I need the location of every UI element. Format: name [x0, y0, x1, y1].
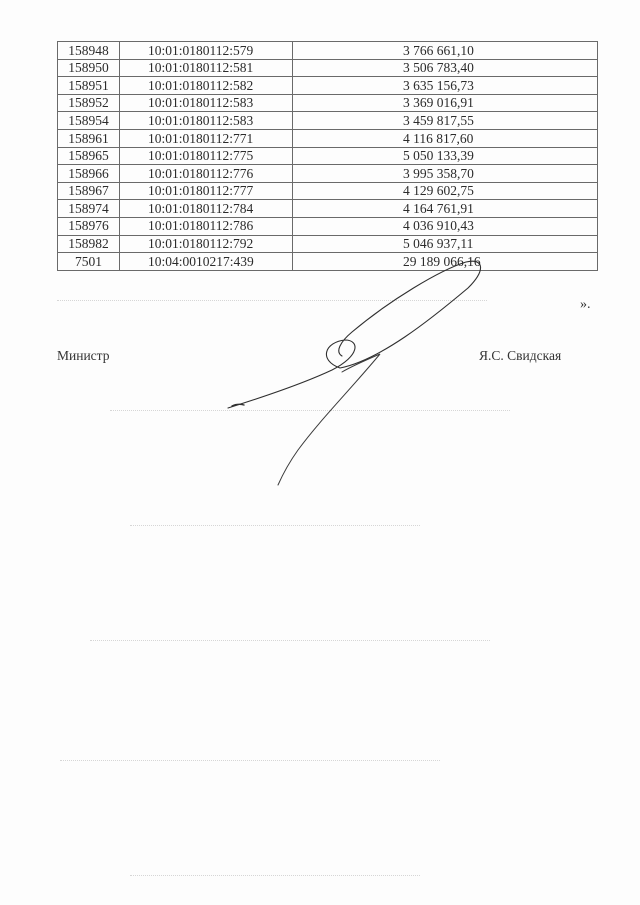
object-number-cell: 7501	[58, 253, 120, 271]
bleed-through-line	[110, 410, 510, 412]
cadastral-number-cell: 10:01:0180112:777	[120, 182, 293, 200]
object-number-cell: 158982	[58, 235, 120, 253]
cadastral-number-cell: 10:01:0180112:581	[120, 59, 293, 77]
object-number-cell: 158954	[58, 112, 120, 130]
object-number-cell: 158961	[58, 129, 120, 147]
cadastral-number-cell: 10:01:0180112:583	[120, 112, 293, 130]
cadastral-number-cell: 10:01:0180112:582	[120, 77, 293, 95]
bleed-through-line	[130, 525, 420, 527]
table-row	[58, 253, 598, 271]
cadastral-value-cell: 4 116 817,60	[293, 129, 598, 147]
object-number-cell: 158951	[58, 77, 120, 95]
signature-stroke	[232, 404, 244, 406]
object-number-cell: 158952	[58, 94, 120, 112]
table-row	[58, 42, 598, 60]
cadastral-value-cell: 3 635 156,73	[293, 77, 598, 95]
cadastral-number-cell: 10:01:0180112:771	[120, 129, 293, 147]
signer-title: Министр	[57, 348, 110, 363]
cadastral-number-cell: 10:01:0180112:784	[120, 200, 293, 218]
cadastral-number-cell: 10:01:0180112:776	[120, 165, 293, 183]
table-row	[58, 59, 598, 77]
cadastral-value-cell: 3 459 817,55	[293, 112, 598, 130]
cadastral-value-cell: 3 506 783,40	[293, 59, 598, 77]
signature-stroke	[278, 354, 380, 485]
signer-name: Я.С. Свидская	[479, 348, 562, 363]
cadastral-value-cell: 4 129 602,75	[293, 182, 598, 200]
table-row	[58, 112, 598, 130]
cadastral-number-cell: 10:04:0010217:439	[120, 253, 293, 271]
table-row	[58, 94, 598, 112]
bleed-through-line	[57, 300, 487, 302]
cadastral-value-cell: 4 036 910,43	[293, 217, 598, 235]
cadastral-value-cell: 3 995 358,70	[293, 165, 598, 183]
bleed-through-line	[90, 640, 490, 642]
table-row	[58, 129, 598, 147]
table-row	[58, 217, 598, 235]
table-row	[58, 200, 598, 218]
cadastral-number-cell: 10:01:0180112:792	[120, 235, 293, 253]
closing-quote: ».	[580, 297, 591, 312]
cadastral-number-cell: 10:01:0180112:579	[120, 42, 293, 60]
bleed-through-line	[130, 875, 420, 877]
table-row	[58, 182, 598, 200]
cadastral-value-cell: 29 189 066,16	[293, 253, 598, 271]
object-number-cell: 158967	[58, 182, 120, 200]
cadastral-number-cell: 10:01:0180112:775	[120, 147, 293, 165]
cadastral-number-cell: 10:01:0180112:583	[120, 94, 293, 112]
object-number-cell: 158976	[58, 217, 120, 235]
bleed-through-line	[60, 760, 440, 762]
object-number-cell: 158966	[58, 165, 120, 183]
table-row	[58, 235, 598, 253]
table-row	[58, 77, 598, 95]
object-number-cell: 158974	[58, 200, 120, 218]
signature-stroke	[228, 261, 481, 408]
object-number-cell: 158950	[58, 59, 120, 77]
cadastral-number-cell: 10:01:0180112:786	[120, 217, 293, 235]
object-number-cell: 158965	[58, 147, 120, 165]
table-row	[58, 147, 598, 165]
table-body	[58, 42, 598, 271]
cadastral-value-cell: 4 164 761,91	[293, 200, 598, 218]
cadastral-value-cell: 3 766 661,10	[293, 42, 598, 60]
object-number-cell: 158948	[58, 42, 120, 60]
cadastral-value-cell: 5 046 937,11	[293, 235, 598, 253]
cadastral-value-cell: 3 369 016,91	[293, 94, 598, 112]
cadastral-value-table	[57, 41, 598, 271]
cadastral-value-cell: 5 050 133,39	[293, 147, 598, 165]
table-row	[58, 165, 598, 183]
